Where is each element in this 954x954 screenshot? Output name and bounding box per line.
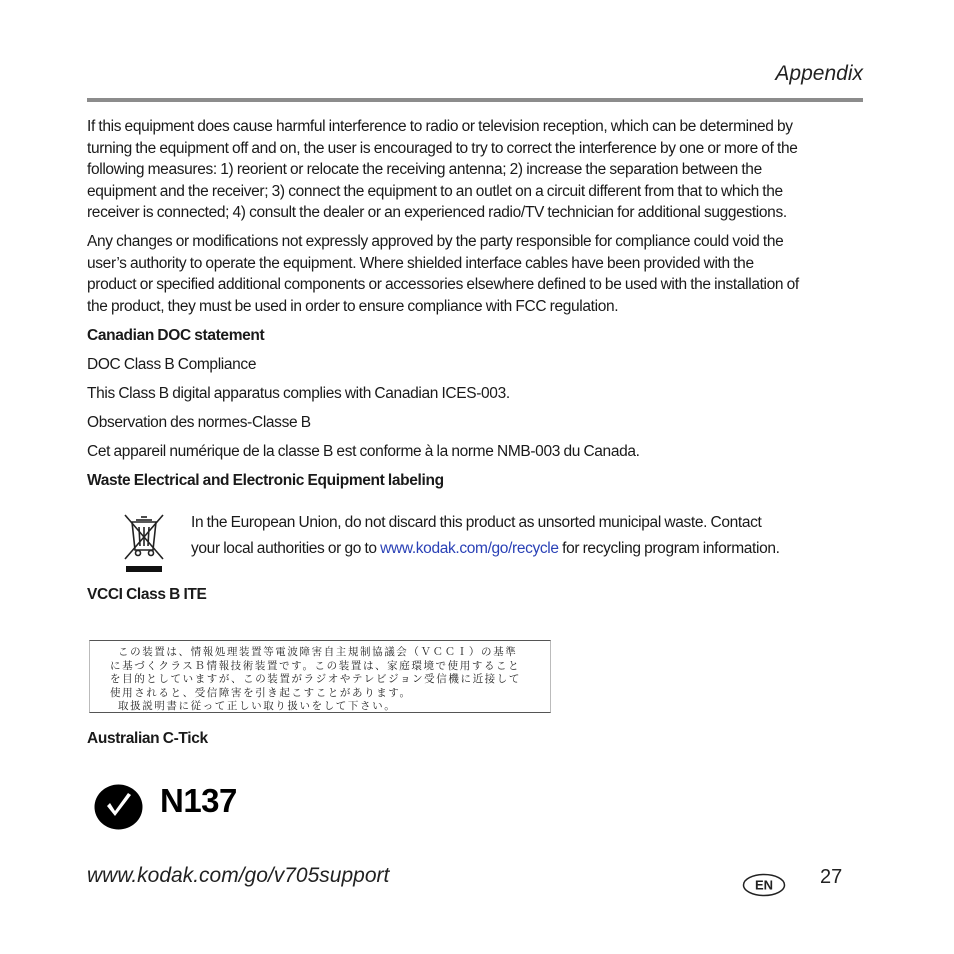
nmb-compliance-line: Cet appareil numérique de la classe B est conforme à la norme NMB-003 du Canada.: [87, 443, 640, 460]
ices-compliance-line: This Class B digital apparatus complies with Canadian ICES-003.: [87, 385, 510, 402]
paragraph-line: receiver is connected; 4) consult the dealer or an experienced radio/TV technician for additional suggestions.: [87, 204, 787, 221]
fcc-modifications-paragraph: [87, 231, 863, 317]
vcci-line: この装置は、情報処理装置等電波障害自主規制協議会（ＶＣＣＩ）の基準: [118, 646, 518, 658]
paragraph-line: the product, they must be used in order to ensure compliance with FCC regulation.: [87, 297, 619, 315]
language-badge: [742, 873, 786, 897]
australian-ctick-heading: Australian C-Tick: [87, 730, 208, 747]
recycle-link[interactable]: www.kodak.com/go/recycle: [380, 540, 559, 557]
weee-line-2-suffix: for recycling program information.: [558, 540, 780, 557]
paragraph-line: user’s authority to operate the equipment. Where shielded interface cables have been provided with the: [87, 254, 754, 272]
vcci-heading: VCCI Class B ITE: [87, 586, 207, 603]
weee-line-1: In the European Union, do not discard this product as unsorted municipal waste. Contact: [191, 514, 762, 531]
canadian-doc-heading: Canadian DOC statement: [87, 327, 265, 344]
weee-heading: Waste Electrical and Electronic Equipment labeling: [87, 472, 444, 489]
paragraph-line: If this equipment does cause harmful interference to radio or television reception, which can be determined by: [87, 118, 793, 135]
paragraph-line: equipment and the receiver; 3) connect the equipment to an outlet on a circuit different from that to which the: [87, 182, 783, 200]
header-divider: [87, 98, 863, 102]
ctick-supplier-code: N137: [160, 782, 237, 819]
page-number: 27: [820, 866, 843, 888]
c-tick-logo-icon: [94, 784, 143, 830]
vcci-statement-text: [110, 646, 521, 714]
vcci-line: 取扱説明書に従って正しい取り扱いをして下さい。: [118, 700, 397, 712]
vcci-line: に基づくクラスＢ情報技術装置です。この装置は、家庭環境で使用すること: [110, 659, 521, 672]
weee-line-2: [191, 536, 780, 562]
crossed-out-wheelie-bin-icon: [122, 512, 166, 574]
observation-normes-line: Observation des normes-Classe B: [87, 414, 311, 431]
language-code: EN: [754, 877, 774, 893]
paragraph-line: Any changes or modifications not expressly approved by the party responsible for compliance could void the: [87, 233, 784, 250]
weee-instructions: [191, 510, 780, 562]
vcci-line: を目的としていますが、この装置がラジオやテレビジョン受信機に近接して: [110, 673, 521, 685]
page-header-title: Appendix: [775, 62, 863, 85]
paragraph-line: turning the equipment off and on, the user is encouraged to try to correct the interference by one or more of the: [87, 139, 798, 157]
paragraph-line: product or specified additional components or accessories elsewhere defined to be used with the installation of: [87, 276, 799, 293]
support-url[interactable]: www.kodak.com/go/v705support: [87, 864, 390, 887]
doc-class-b-line: DOC Class B Compliance: [87, 356, 257, 373]
paragraph-line: following measures: 1) reorient or relocate the receiving antenna; 2) increase the separation between the: [87, 161, 762, 178]
weee-line-2-prefix: your local authorities or go to: [191, 540, 381, 557]
vcci-line: 使用されると、受信障害を引き起こすことがあります。: [110, 686, 412, 699]
fcc-interference-paragraph: [87, 116, 863, 224]
